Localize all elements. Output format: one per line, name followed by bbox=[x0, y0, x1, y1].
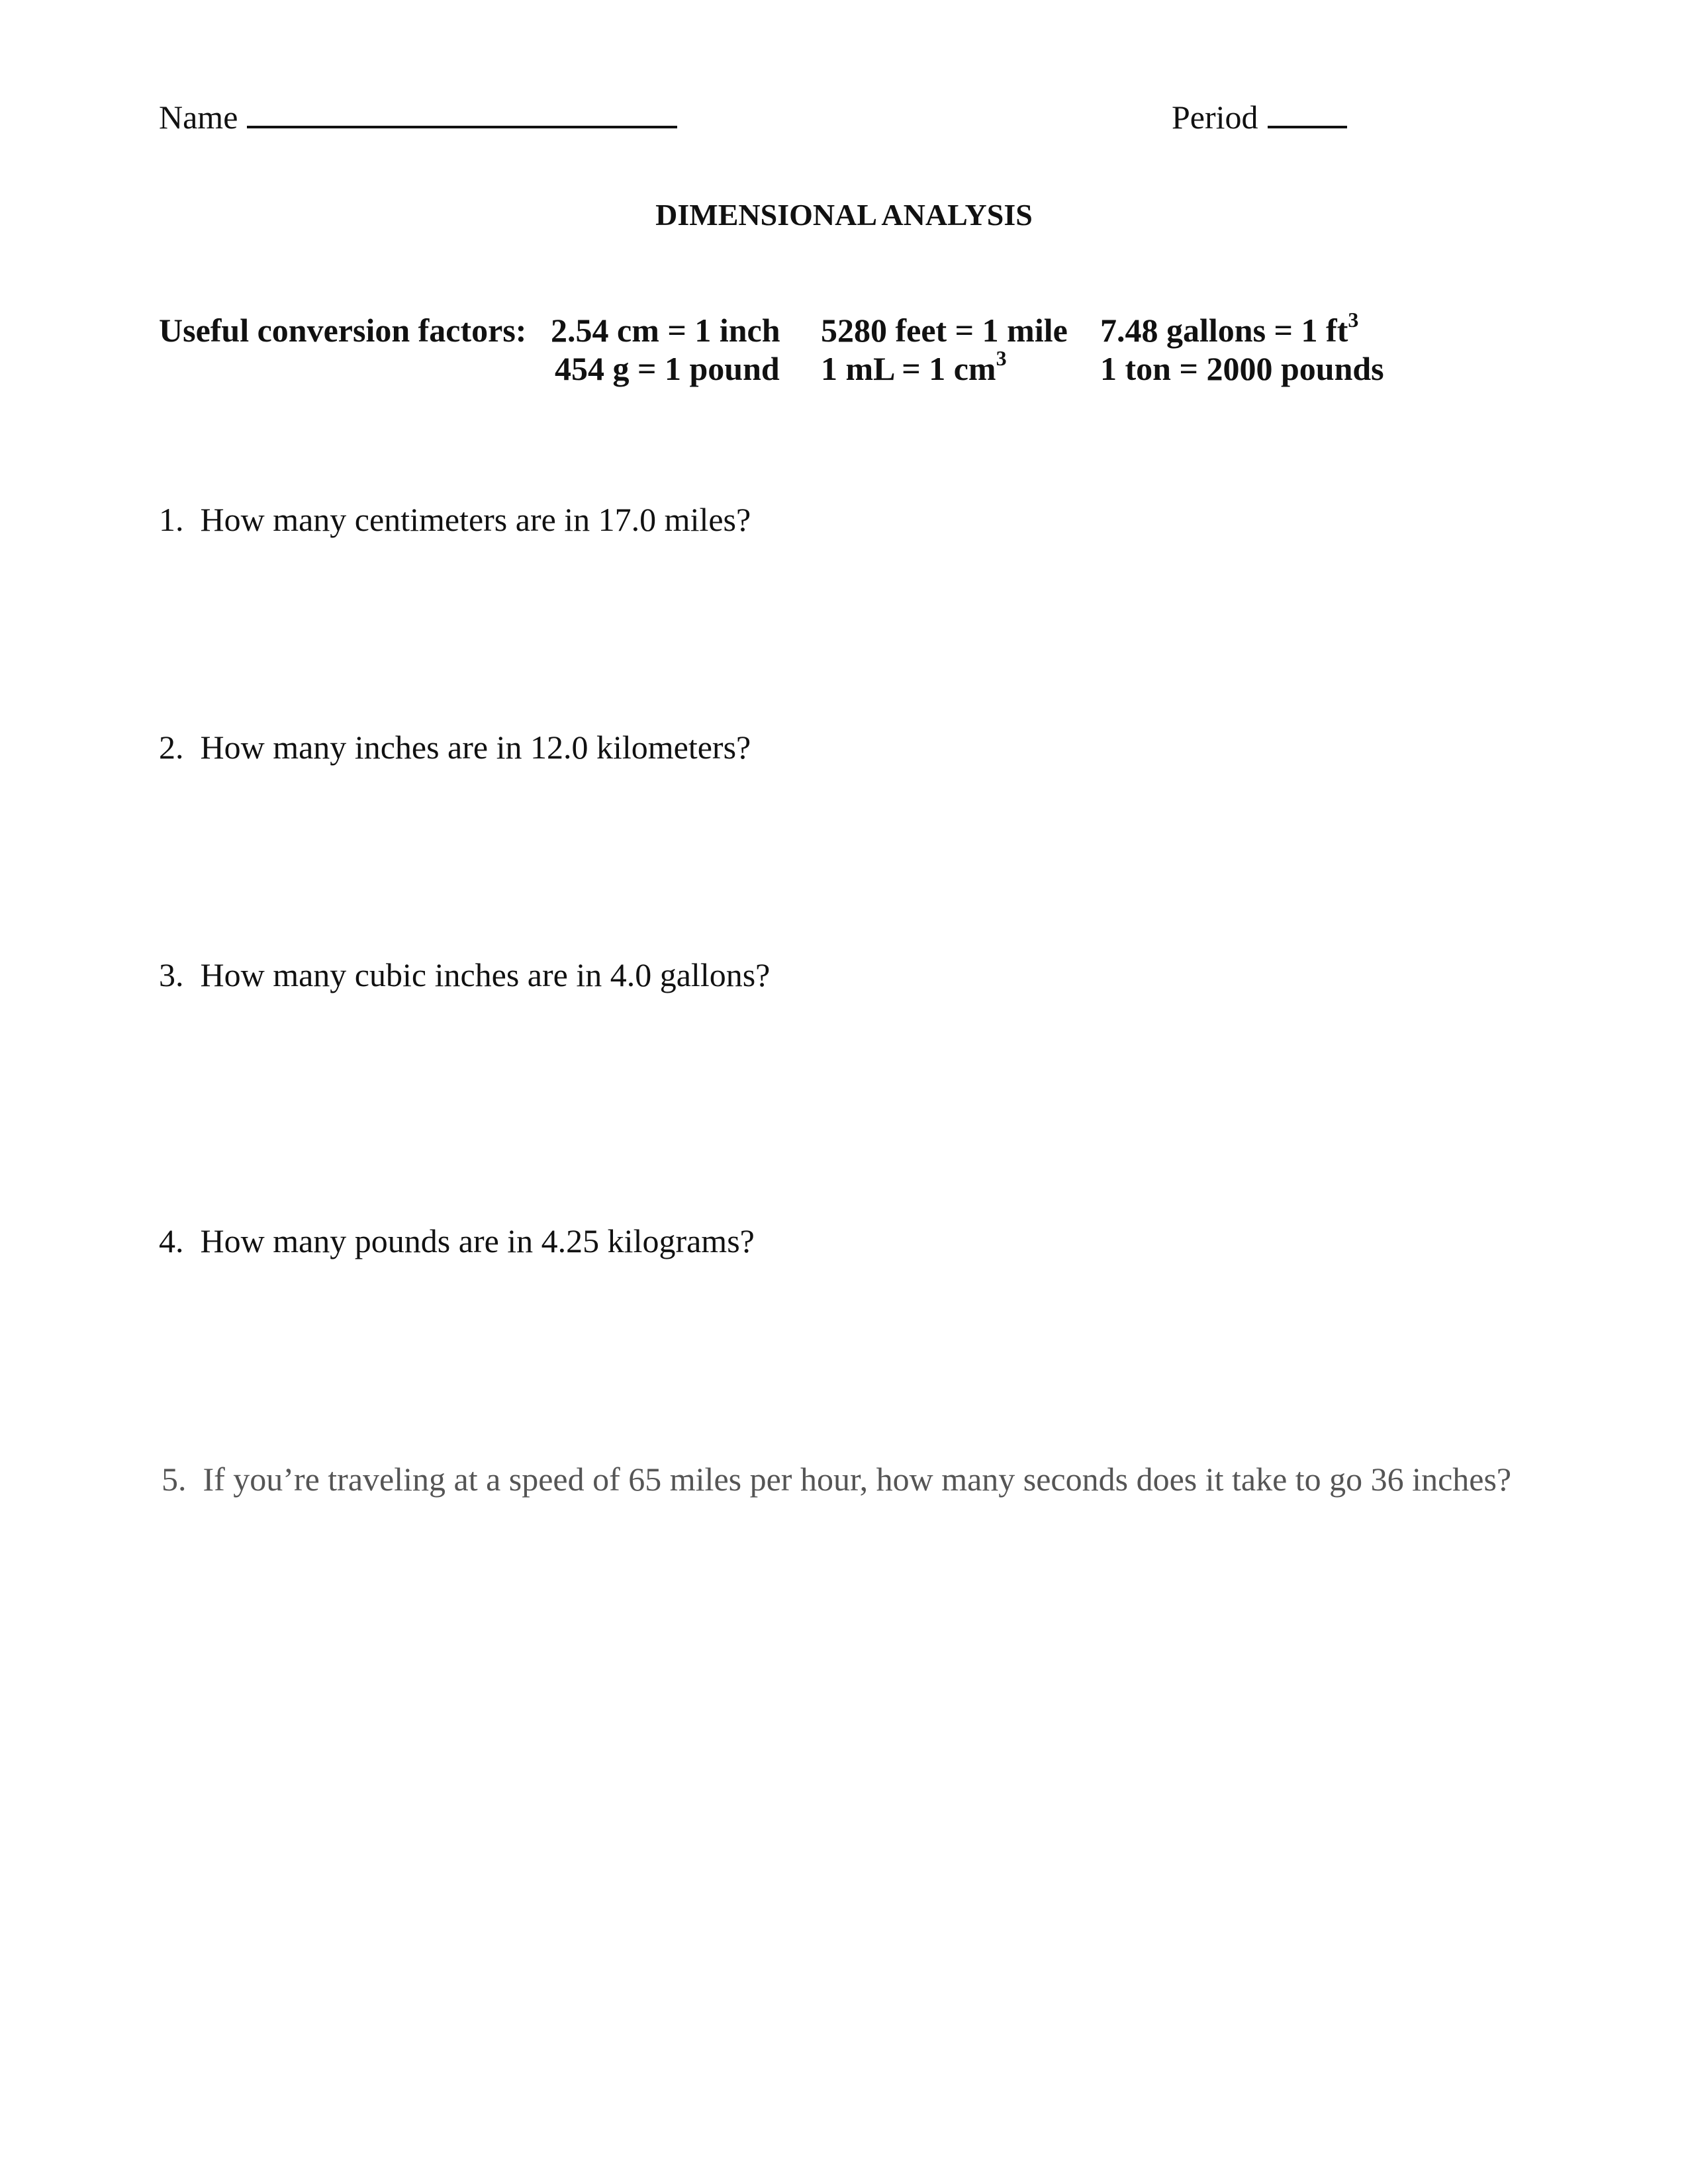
question-3: 3. How many cubic inches are in 4.0 gallons? bbox=[159, 956, 771, 993]
question-1: 1. How many centimeters are in 17.0 miles? bbox=[159, 501, 751, 538]
period-label: Period bbox=[1172, 99, 1258, 136]
superscript-3: 3 bbox=[996, 346, 1007, 370]
superscript-3: 3 bbox=[1348, 308, 1359, 332]
name-blank[interactable] bbox=[247, 97, 677, 128]
question-2: 2. How many inches are in 12.0 kilometers? bbox=[159, 729, 751, 766]
factor-ml-cm3: 1 mL = 1 $cm^3$ bbox=[821, 346, 1007, 387]
name-line bbox=[159, 97, 677, 136]
conversion-label: Useful conversion factors: bbox=[159, 312, 527, 349]
factor-cm-inch: 2.54 cm = 1 inch bbox=[551, 312, 780, 349]
factor-feet-mile: 5280 feet = 1 mile bbox=[821, 312, 1068, 349]
question-4: 4. How many pounds are in 4.25 kilograms? bbox=[159, 1222, 755, 1259]
factor-g-pound: 454 g = 1 pound bbox=[555, 350, 780, 387]
page-title: DIMENSIONAL ANALYSIS bbox=[655, 198, 1033, 232]
period-blank[interactable] bbox=[1268, 97, 1347, 128]
factor-gallons-ft3: 7.48 gallons = 1 $ft^3$ bbox=[1100, 308, 1359, 349]
period-line bbox=[1172, 97, 1347, 136]
name-label: Name bbox=[159, 99, 238, 136]
question-5: 5. If you’re traveling at a speed of 65 miles per hour, how many seconds does it take to go 36 inches? bbox=[162, 1461, 1512, 1498]
factor-ton-pounds: 1 ton = 2000 pounds bbox=[1100, 350, 1384, 387]
